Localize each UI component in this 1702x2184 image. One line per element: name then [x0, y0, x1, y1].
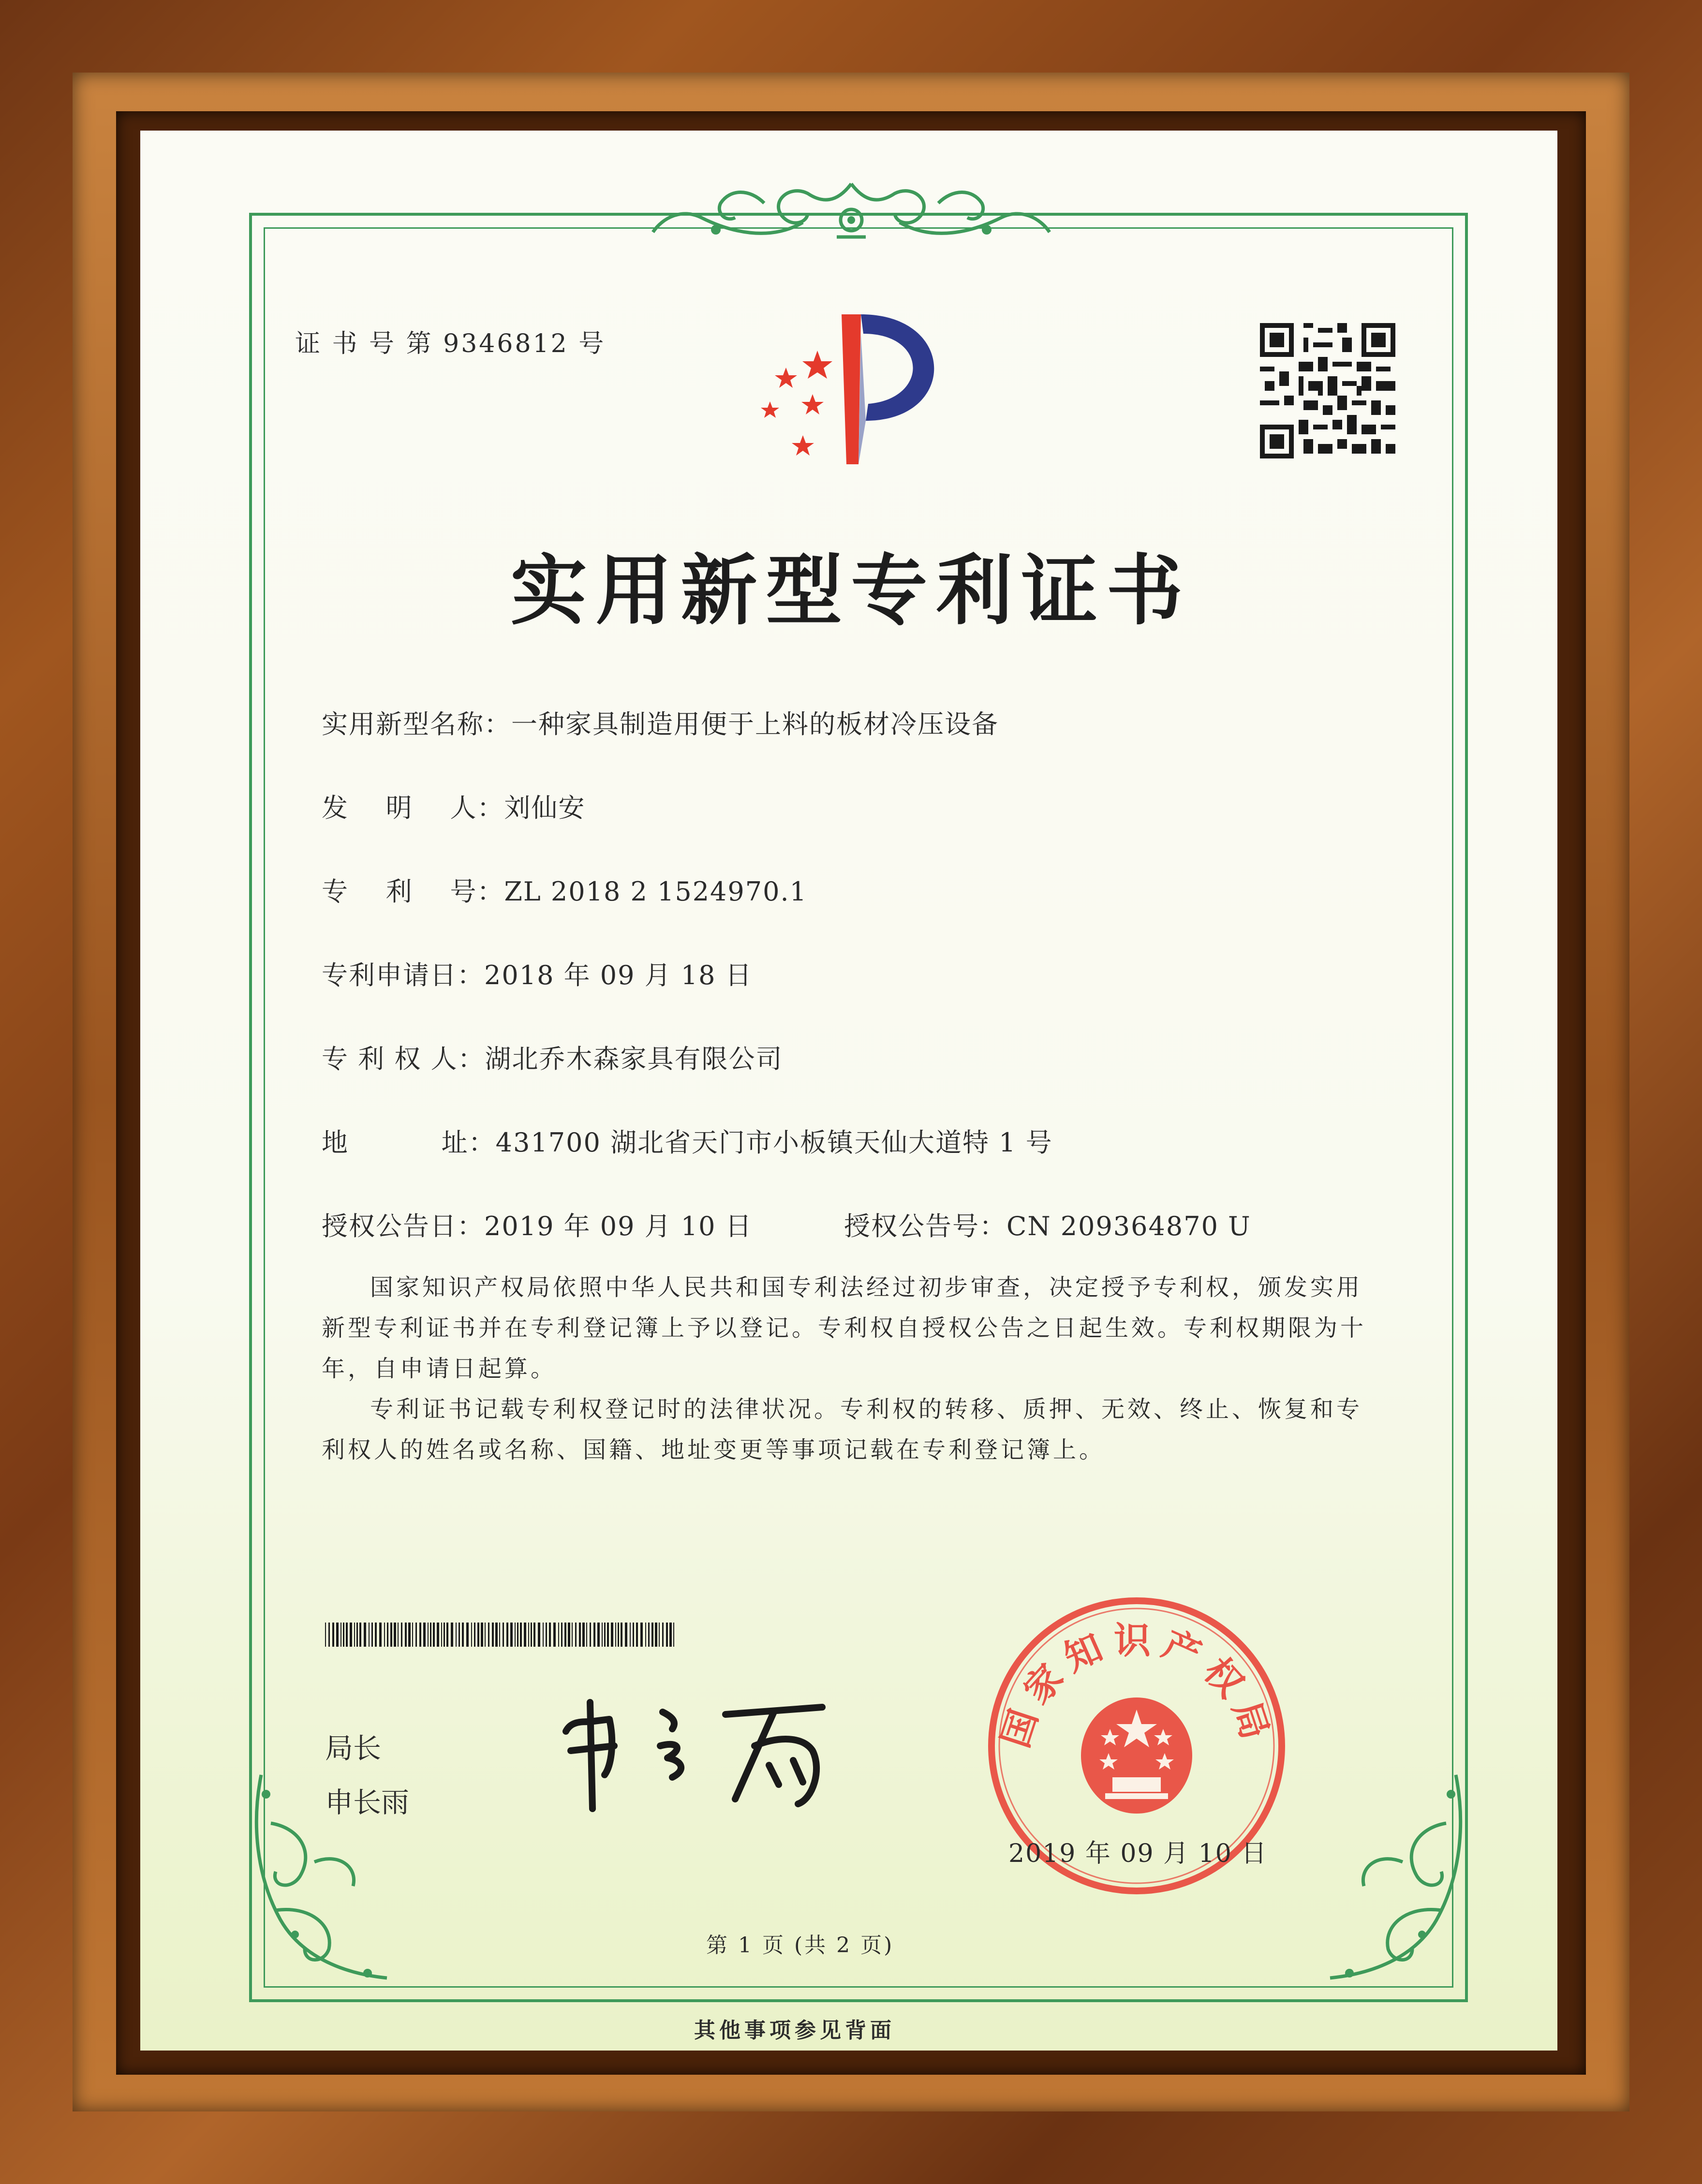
field-address [322, 1122, 1053, 1159]
signatory-name: 申长雨 [325, 1786, 410, 1819]
field-label: 实用新型名称： [322, 709, 511, 739]
seal-text: 国家知识产权局 [993, 1619, 1280, 1753]
field-value: 一种家具制造用便于上料的板材冷压设备 [511, 709, 999, 739]
certificate-title: 实用新型专利证书 [510, 546, 1192, 635]
page-indicator: 第 1 页 (共 2 页) [706, 1933, 894, 1958]
field-grant-number [844, 1206, 1251, 1243]
field-value: 刘仙安 [504, 793, 586, 823]
certificate-number [295, 323, 606, 359]
certificate-number-value: 9346812 [443, 329, 569, 358]
legal-paragraph-2: 专利证书记载专利权登记时的法律状况。专利权的转移、质押、无效、终止、恢复和专利权人的姓名或名称、国籍、地址变更等事项记载在专利登记簿上。 [322, 1396, 1363, 1463]
field-filing-date [322, 955, 753, 992]
signatory-title: 局长 [325, 1732, 382, 1765]
field-label: 专利申请日： [322, 960, 484, 990]
seal-date: 2019 年 09 月 10 日 [1008, 1839, 1268, 1868]
field-value: 431700 湖北省天门市小板镇天仙大道特 1 号 [495, 1127, 1053, 1158]
field-label: 授权公告日： [322, 1211, 484, 1241]
top-dragon-ornament-icon [643, 174, 1059, 251]
field-inventor [322, 787, 585, 825]
field-label: 专 利 号： [322, 876, 504, 907]
field-patent-number [322, 871, 807, 908]
handwritten-signature [551, 1693, 851, 1818]
field-grant-date [322, 1206, 753, 1243]
field-label: 授权公告号： [844, 1211, 1006, 1241]
field-patentee [322, 1038, 783, 1076]
qr-code-icon [1260, 323, 1395, 458]
field-value: 2019 年 09 月 10 日 [484, 1211, 753, 1241]
field-utility-model-name [322, 704, 999, 741]
field-label: 地 址： [322, 1127, 496, 1158]
patent-office-logo-icon [745, 305, 967, 474]
legal-paragraph-1: 国家知识产权局依照中华人民共和国专利法经过初步审查，决定授予专利权，颁发实用新型专利证书并在专利登记簿上予以登记。专利权自授权公告之日起生效。专利权期限为十年，自申请日起算。 [322, 1274, 1367, 1382]
field-value: CN 209364870 U [1006, 1211, 1251, 1241]
back-side-note: 其他事项参见背面 [694, 2018, 895, 2043]
field-value: 湖北乔木森家具有限公司 [485, 1044, 783, 1074]
field-label: 发 明 人： [322, 793, 504, 823]
field-value: 2018 年 09 月 18 日 [484, 960, 753, 990]
certificate-number-label: 证 书 号 第 [295, 329, 433, 358]
corner-flourish-right-icon [1320, 1765, 1475, 1992]
field-label: 专 利 权 人： [322, 1044, 485, 1074]
field-value: ZL 2018 2 1524970.1 [504, 876, 808, 907]
certificate-number-suffix: 号 [578, 329, 606, 358]
barcode-icon [325, 1623, 678, 1647]
